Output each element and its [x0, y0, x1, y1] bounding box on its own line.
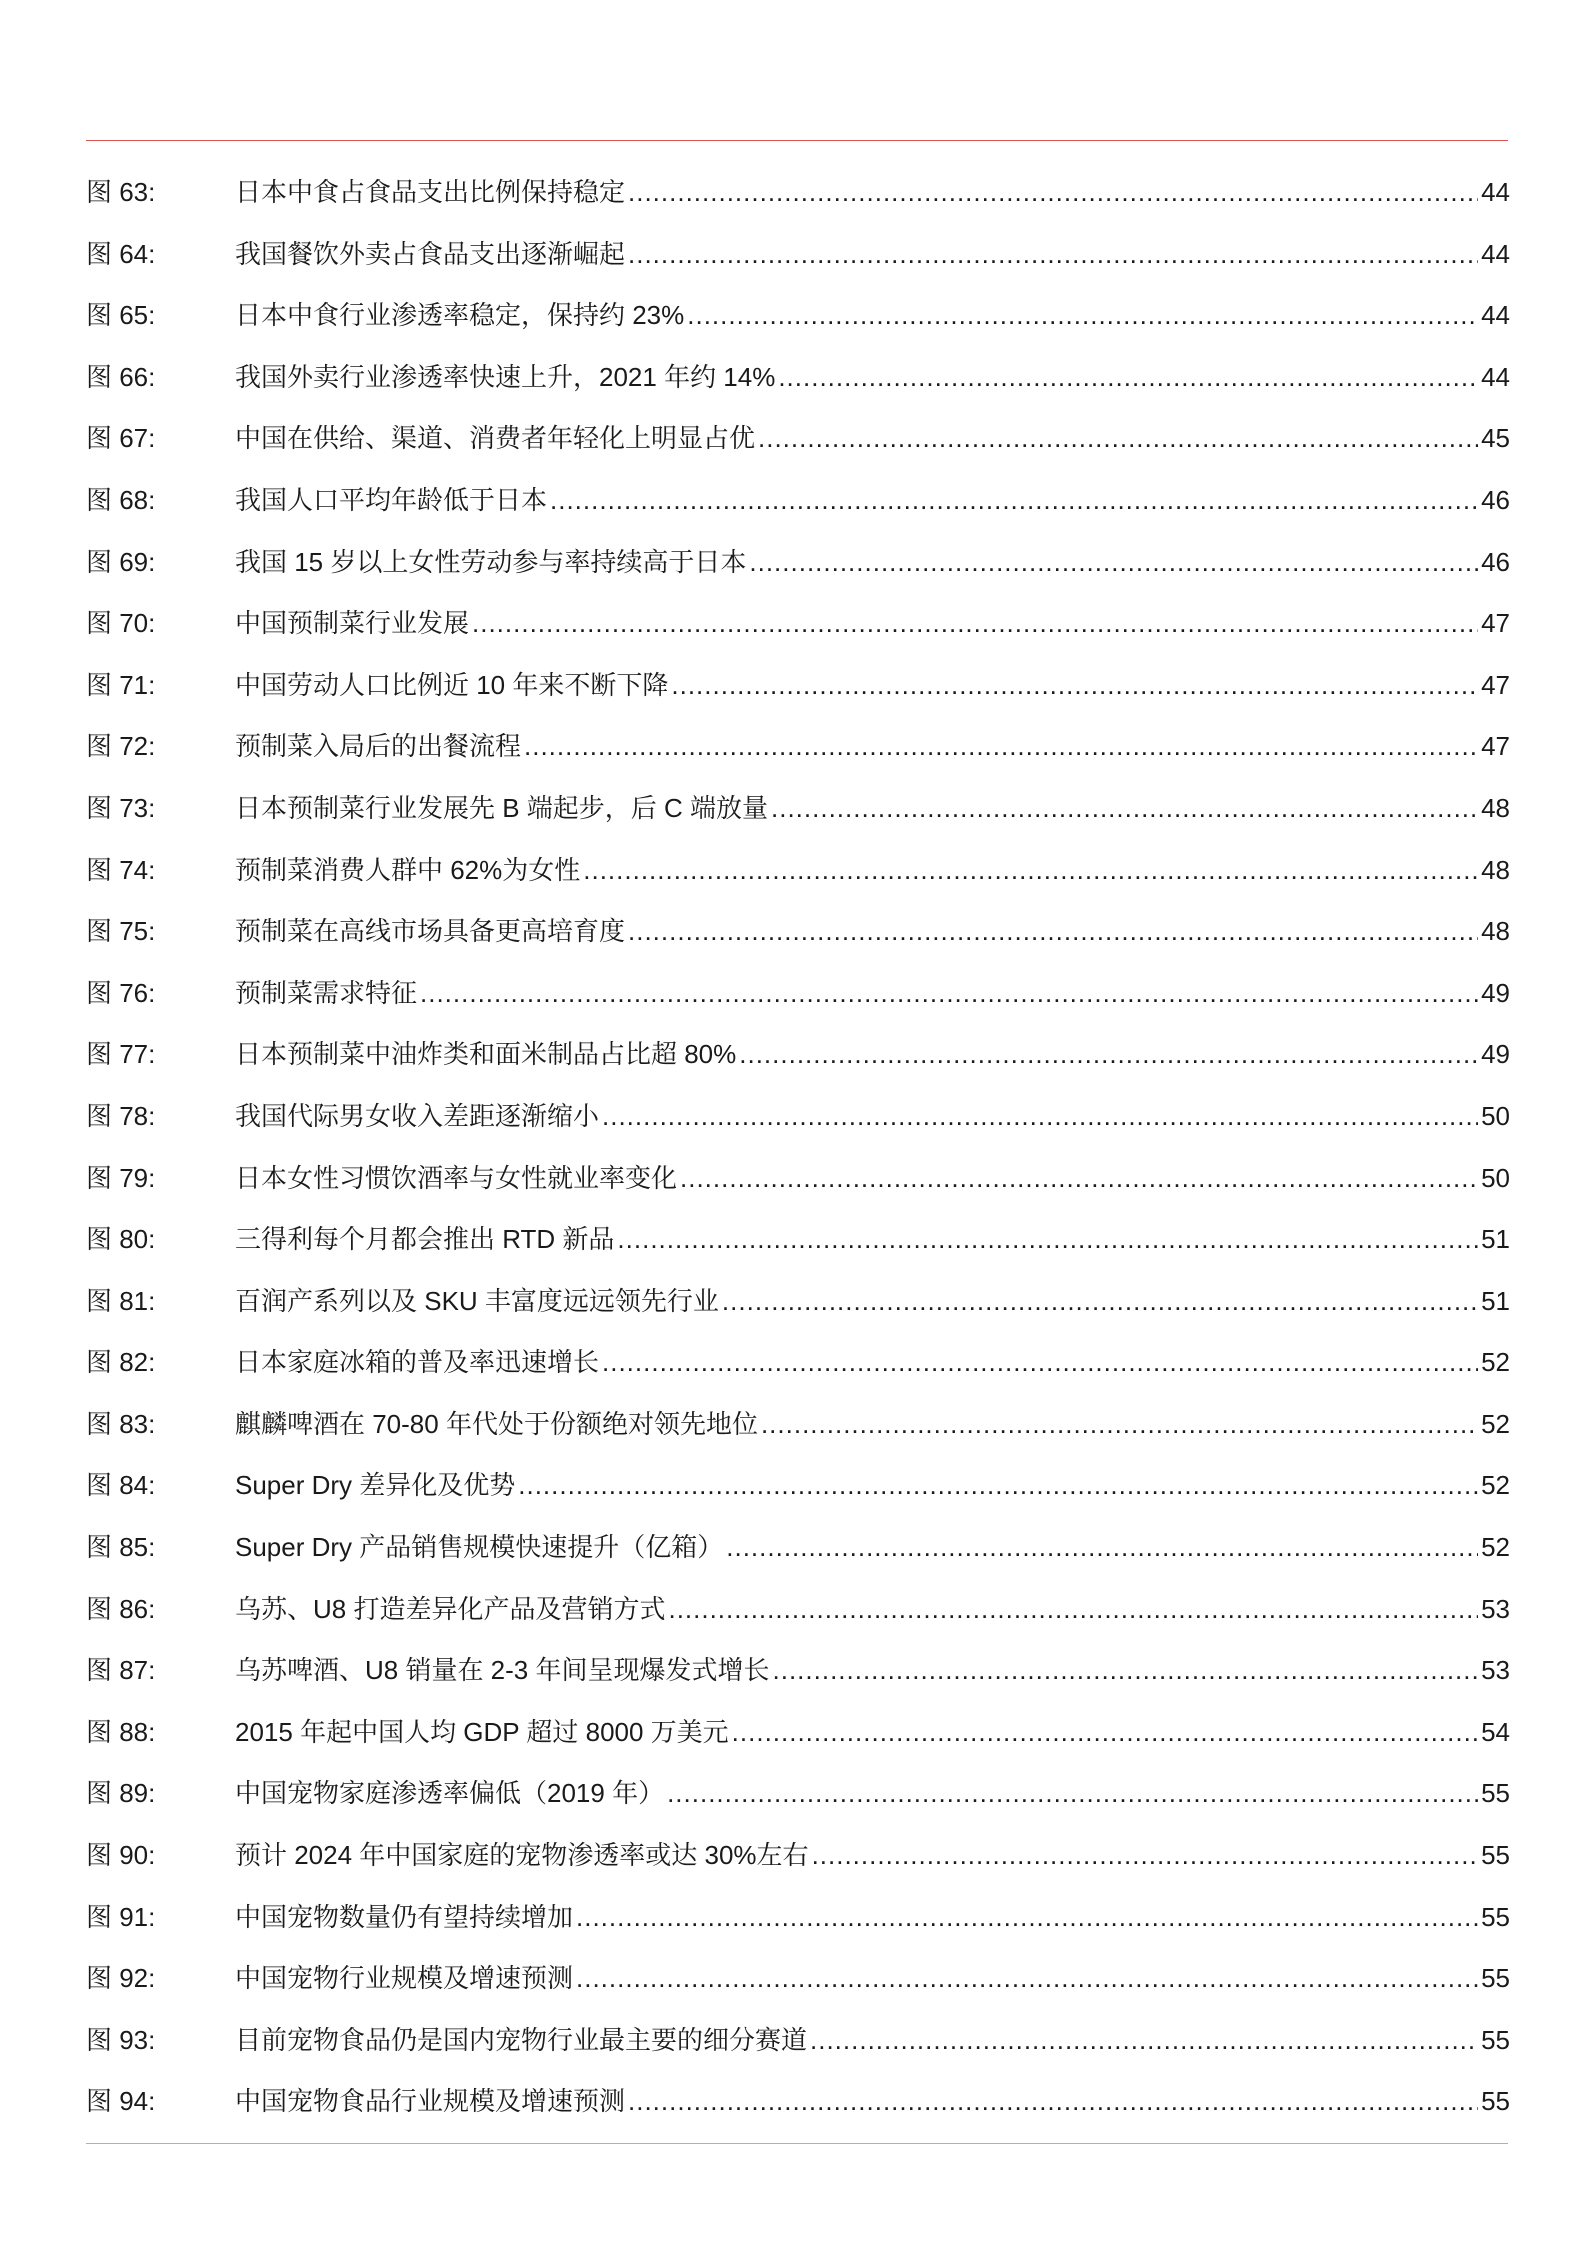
page-number: 51 — [1481, 1224, 1510, 1255]
toc-entry[interactable] — [86, 1394, 1510, 1456]
toc-entry[interactable] — [86, 593, 1510, 655]
figure-title: 日本中食行业渗透率稳定，保持约 23% — [235, 300, 685, 331]
page-number: 53 — [1481, 1593, 1510, 1624]
toc-entry[interactable] — [86, 1887, 1510, 1949]
figure-title: 中国宠物数量仍有望持续增加 — [235, 1901, 574, 1932]
figure-title: 中国宠物家庭渗透率偏低（2019 年） — [235, 1778, 665, 1809]
figure-title: 预制菜在高线市场具备更高培育度 — [235, 916, 626, 947]
figure-title: 预制菜需求特征 — [235, 977, 418, 1008]
toc-entry[interactable] — [86, 1148, 1510, 1210]
dot-leader — [812, 1825, 1479, 1887]
dot-leader — [628, 162, 1478, 224]
toc-entry[interactable] — [86, 840, 1510, 902]
page-number: 55 — [1481, 2024, 1510, 2055]
dot-leader — [602, 1086, 1478, 1148]
page-number: 47 — [1481, 731, 1510, 762]
figure-title: 中国在供给、渠道、消费者年轻化上明显占优 — [235, 423, 756, 454]
dot-leader — [472, 593, 1478, 655]
footer-divider — [86, 2143, 1508, 2144]
page-number: 44 — [1481, 238, 1510, 269]
figure-label: 图 69: — [86, 546, 156, 577]
page-number: 53 — [1481, 1655, 1510, 1686]
page-number: 48 — [1481, 916, 1510, 947]
figure-label: 图 92: — [86, 1963, 156, 1994]
figure-title: 我国外卖行业渗透率快速上升，2021 年约 14% — [235, 361, 776, 392]
dot-leader — [771, 778, 1478, 840]
figure-label: 图 88: — [86, 1716, 156, 1747]
page-number: 46 — [1481, 484, 1510, 515]
toc-entry[interactable] — [86, 1086, 1510, 1148]
toc-entry[interactable] — [86, 2010, 1510, 2072]
figure-label: 图 91: — [86, 1901, 156, 1932]
toc-entry[interactable] — [86, 2071, 1510, 2133]
page-number: 55 — [1481, 1963, 1510, 1994]
figure-title: 中国宠物行业规模及增速预测 — [235, 1963, 574, 1994]
toc-entry[interactable] — [86, 1455, 1510, 1517]
figure-title: 目前宠物食品仍是国内宠物行业最主要的细分赛道 — [235, 2024, 808, 2055]
page-number: 47 — [1481, 669, 1510, 700]
page-number: 49 — [1481, 977, 1510, 1008]
figure-title: 我国人口平均年龄低于日本 — [235, 484, 548, 515]
figure-title: 预计 2024 年中国家庭的宠物渗透率或达 30%左右 — [235, 1840, 809, 1871]
page-number: 51 — [1481, 1285, 1510, 1316]
figure-label: 图 67: — [86, 423, 156, 454]
figure-index-list — [86, 162, 1510, 2133]
figure-label: 图 79: — [86, 1162, 156, 1193]
figure-label: 图 85: — [86, 1532, 156, 1563]
page-number: 55 — [1481, 1901, 1510, 1932]
figure-label: 图 87: — [86, 1655, 156, 1686]
toc-entry[interactable] — [86, 470, 1510, 532]
figure-title: 百润产系列以及 SKU 丰富度远远领先行业 — [235, 1285, 719, 1316]
page-number: 52 — [1481, 1408, 1510, 1439]
dot-leader — [617, 1209, 1478, 1271]
figure-label: 图 86: — [86, 1593, 156, 1624]
page-number: 55 — [1481, 1840, 1510, 1871]
toc-entry[interactable] — [86, 1640, 1510, 1702]
figure-title: 麒麟啤酒在 70-80 年代处于份额绝对领先地位 — [235, 1408, 758, 1439]
toc-entry[interactable] — [86, 408, 1510, 470]
toc-entry[interactable] — [86, 1948, 1510, 2010]
figure-title: Super Dry 差异化及优势 — [235, 1470, 516, 1501]
toc-entry[interactable] — [86, 1271, 1510, 1333]
figure-title: 中国劳动人口比例近 10 年来不断下降 — [235, 669, 669, 700]
dot-leader — [583, 840, 1478, 902]
figure-title: 日本中食占食品支出比例保持稳定 — [235, 177, 626, 207]
dot-leader — [671, 655, 1478, 717]
dot-leader — [667, 1763, 1478, 1825]
figure-title: 2015 年起中国人均 GDP 超过 8000 万美元 — [235, 1716, 729, 1747]
figure-label: 图 94: — [86, 2086, 156, 2117]
figure-title: 我国餐饮外卖占食品支出逐渐崛起 — [235, 238, 626, 269]
page-number: 52 — [1481, 1347, 1510, 1378]
figure-label: 图 93: — [86, 2024, 156, 2055]
dot-leader — [628, 901, 1478, 963]
page-number: 44 — [1481, 300, 1510, 331]
figure-label: 图 78: — [86, 1100, 156, 1131]
figure-label: 图 63: — [86, 177, 156, 207]
figure-title: 日本预制菜中油炸类和面米制品占比超 80% — [235, 1039, 737, 1070]
toc-entry[interactable] — [86, 655, 1510, 717]
dot-leader — [739, 1024, 1478, 1086]
toc-entry[interactable] — [86, 1825, 1510, 1887]
page-number: 45 — [1481, 423, 1510, 454]
figure-label: 图 75: — [86, 916, 156, 947]
dot-leader — [602, 1332, 1478, 1394]
figure-label: 图 71: — [86, 669, 156, 700]
figure-label: 图 70: — [86, 608, 156, 639]
dot-leader — [722, 1271, 1478, 1333]
toc-entry[interactable] — [86, 1763, 1510, 1825]
toc-entry[interactable] — [86, 1209, 1510, 1271]
page-number: 44 — [1481, 361, 1510, 392]
page-number: 50 — [1481, 1100, 1510, 1131]
dot-leader — [687, 285, 1478, 347]
page-number: 46 — [1481, 546, 1510, 577]
figure-title: 乌苏啤酒、U8 销量在 2-3 年间呈现爆发式增长 — [235, 1655, 770, 1686]
page-number: 48 — [1481, 792, 1510, 823]
figure-label: 图 89: — [86, 1778, 156, 1809]
page-number: 50 — [1481, 1162, 1510, 1193]
toc-entry[interactable] — [86, 347, 1510, 409]
figure-label: 图 68: — [86, 484, 156, 515]
toc-entry[interactable] — [86, 716, 1510, 778]
page-number: 55 — [1481, 2086, 1510, 2117]
figure-label: 图 64: — [86, 238, 156, 269]
figure-label: 图 83: — [86, 1408, 156, 1439]
dot-leader — [761, 1394, 1478, 1456]
dot-leader — [726, 1517, 1478, 1579]
figure-title: 乌苏、U8 打造差异化产品及营销方式 — [235, 1593, 666, 1624]
toc-entry[interactable] — [86, 901, 1510, 963]
figure-label: 图 82: — [86, 1347, 156, 1378]
toc-entry[interactable] — [86, 162, 1510, 224]
figure-label: 图 84: — [86, 1470, 156, 1501]
dot-leader — [628, 2071, 1478, 2133]
toc-entry[interactable] — [86, 1702, 1510, 1764]
toc-entry[interactable] — [86, 532, 1510, 594]
toc-entry[interactable] — [86, 1517, 1510, 1579]
figure-title: 中国预制菜行业发展 — [235, 608, 470, 639]
toc-entry[interactable] — [86, 778, 1510, 840]
dot-leader — [758, 408, 1478, 470]
figure-label: 图 73: — [86, 792, 156, 823]
figure-label: 图 80: — [86, 1224, 156, 1255]
dot-leader — [420, 963, 1478, 1025]
figure-label: 图 74: — [86, 854, 156, 885]
page-number: 49 — [1481, 1039, 1510, 1070]
dot-leader — [524, 716, 1478, 778]
figure-title: 日本预制菜行业发展先 B 端起步，后 C 端放量 — [235, 792, 769, 823]
dot-leader — [773, 1640, 1479, 1702]
page-number: 52 — [1481, 1470, 1510, 1501]
page-number: 55 — [1481, 1778, 1510, 1809]
figure-label: 图 72: — [86, 731, 156, 762]
page-number: 47 — [1481, 608, 1510, 639]
dot-leader — [749, 532, 1478, 594]
toc-entry[interactable] — [86, 1024, 1510, 1086]
toc-entry[interactable] — [86, 1579, 1510, 1641]
figure-title: 三得利每个月都会推出 RTD 新品 — [235, 1224, 615, 1255]
figure-title: 预制菜入局后的出餐流程 — [235, 731, 522, 762]
dot-leader — [732, 1702, 1478, 1764]
figure-title: 日本家庭冰箱的普及率迅速增长 — [235, 1347, 600, 1378]
toc-entry[interactable] — [86, 285, 1510, 347]
figure-label: 图 66: — [86, 361, 156, 392]
dot-leader — [680, 1148, 1478, 1210]
figure-title: 日本女性习惯饮酒率与女性就业率变化 — [235, 1162, 678, 1193]
dot-leader — [550, 470, 1478, 532]
dot-leader — [668, 1579, 1478, 1641]
figure-label: 图 77: — [86, 1039, 156, 1070]
dot-leader — [576, 1887, 1478, 1949]
figure-title: Super Dry 产品销售规模快速提升（亿箱） — [235, 1532, 724, 1563]
dot-leader — [628, 224, 1478, 286]
toc-entry[interactable] — [86, 963, 1510, 1025]
figure-label: 图 90: — [86, 1840, 156, 1871]
page-number: 48 — [1481, 854, 1510, 885]
dot-leader — [778, 347, 1478, 409]
dot-leader — [576, 1948, 1478, 2010]
header-divider — [86, 140, 1508, 141]
figure-title: 我国代际男女收入差距逐渐缩小 — [235, 1100, 600, 1131]
figure-title: 中国宠物食品行业规模及增速预测 — [235, 2086, 626, 2117]
figure-label: 图 65: — [86, 300, 156, 331]
page-number: 44 — [1481, 177, 1510, 207]
figure-label: 图 81: — [86, 1285, 156, 1316]
figure-title: 预制菜消费人群中 62%为女性 — [235, 854, 581, 885]
page-number: 54 — [1481, 1716, 1510, 1747]
figure-label: 图 76: — [86, 977, 156, 1008]
page-number: 52 — [1481, 1532, 1510, 1563]
toc-entry[interactable] — [86, 224, 1510, 286]
toc-entry[interactable] — [86, 1332, 1510, 1394]
dot-leader — [518, 1455, 1478, 1517]
figure-title: 我国 15 岁以上女性劳动参与率持续高于日本 — [235, 546, 747, 577]
dot-leader — [810, 2010, 1478, 2072]
